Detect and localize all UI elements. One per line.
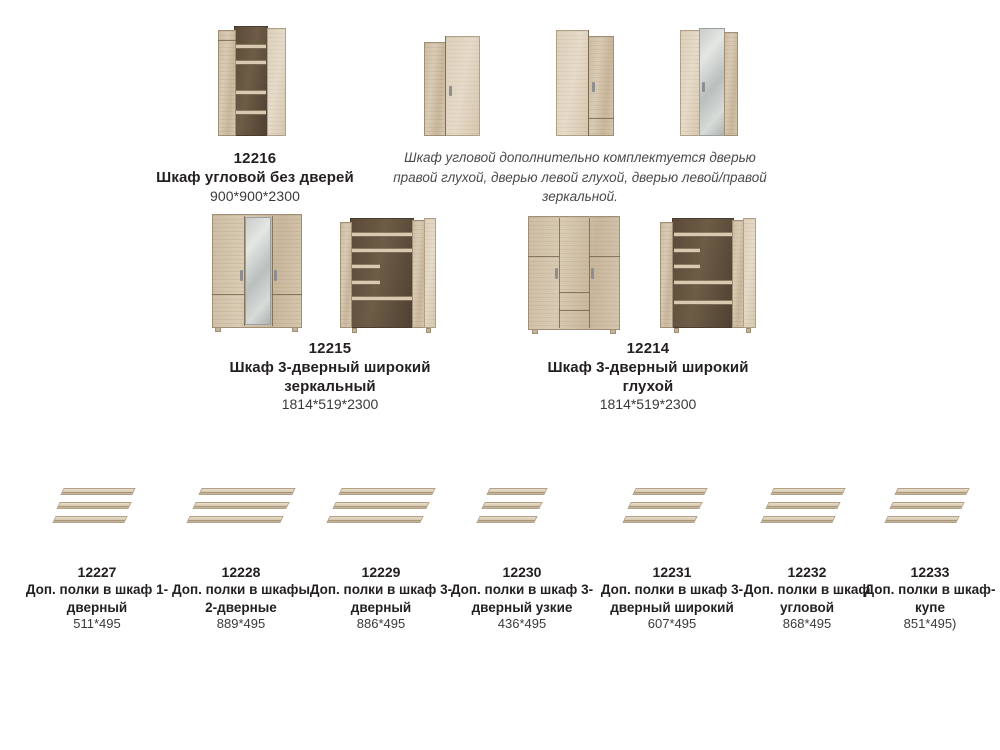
shelf-board (192, 502, 289, 509)
shelf-image-12232 (760, 488, 852, 528)
product-image-12216 (218, 26, 286, 136)
shelf-board (486, 488, 547, 495)
door-seam (244, 216, 245, 326)
wardrobe-open-door (340, 222, 352, 328)
wardrobe-interior (234, 26, 268, 136)
shelf-dims: 851*495) (903, 616, 957, 632)
drawer-seam (559, 310, 589, 311)
mirror-door (245, 217, 271, 325)
shelf-board (56, 502, 131, 509)
door-handle (240, 270, 243, 281)
wardrobe-side-panel (724, 32, 738, 136)
product-dims: 1814*519*2300 (281, 396, 379, 413)
door-handle (592, 82, 595, 92)
shelf-board (52, 516, 127, 523)
shelf-code: 12227 (77, 564, 117, 580)
interior-shelf (352, 296, 412, 301)
shelf-board (894, 488, 969, 495)
shelf-dims: 889*495 (216, 616, 266, 632)
door-handle (591, 268, 594, 279)
shelf-name: Доп. полки в шкаф 3-дверный (309, 582, 453, 615)
product-code: 12216 (233, 150, 277, 167)
product-image-corner-left-door (556, 30, 614, 136)
wardrobe-foot (215, 327, 221, 332)
wardrobe-foot (426, 328, 431, 333)
shelf-dims: 868*495 (782, 616, 832, 632)
door-seam (445, 36, 446, 136)
product-code: 12214 (626, 340, 670, 357)
caption-12231 (597, 563, 747, 633)
door-seam (588, 30, 589, 136)
interior-shelf (352, 248, 412, 253)
shelf-image-12228 (186, 488, 296, 528)
shelf-image-12233 (884, 488, 976, 528)
shelf-name: Доп. полки в шкаф 1-дверный (25, 582, 169, 615)
wardrobe-front-panel (556, 30, 589, 136)
interior-shelf (674, 264, 700, 269)
shelf-name: Доп. полки в шкаф угловой (743, 582, 871, 615)
shelf-code: 12233 (910, 564, 950, 580)
door-seam (212, 294, 244, 295)
shelf-dims: 886*495 (356, 616, 406, 632)
wardrobe-foot (610, 329, 616, 334)
door-seam (272, 216, 273, 326)
wardrobe-right-panel (267, 28, 286, 136)
shelf-code: 12228 (221, 564, 261, 580)
caption-12230 (449, 563, 595, 633)
product-image-12215-open (340, 218, 436, 334)
product-code: 12215 (308, 340, 352, 357)
shelf-board (481, 502, 542, 509)
shelf-name: Доп. полки в шкаф-купе (864, 582, 996, 615)
shelf-code: 12232 (787, 564, 827, 580)
shelf-dims: 436*495 (497, 616, 547, 632)
shelf-code: 12229 (361, 564, 401, 580)
caption-12228 (168, 563, 314, 633)
interior-shelf (236, 44, 266, 49)
shelf-board (884, 516, 959, 523)
wardrobe-foot (674, 328, 679, 333)
wardrobe-foot (292, 327, 298, 332)
door-handle (449, 86, 452, 96)
product-name: Шкаф 3-дверный широкий зеркальный (229, 358, 431, 395)
wardrobe-foot (352, 328, 357, 333)
drawer-seam (559, 292, 589, 293)
interior-shelf (674, 280, 732, 285)
shelf-name: Доп. полки в шкаф 3-дверный широкий (600, 582, 744, 615)
shelf-board (60, 488, 135, 495)
interior-shelf (674, 232, 732, 237)
door-handle (555, 268, 558, 279)
shelf-board (760, 516, 835, 523)
corner-wardrobe-note: Шкаф угловой дополнительно комплектуется дверью правой глухой, дверью левой глухой, дверью левой/правой зеркальной. (393, 150, 767, 205)
interior-shelf (352, 264, 380, 269)
product-image-12214-closed (528, 216, 620, 334)
shelf-board (765, 502, 840, 509)
product-image-12214-open (660, 218, 756, 334)
shelf-board (770, 488, 845, 495)
product-dims: 1814*519*2300 (599, 396, 697, 413)
door-handle (702, 82, 705, 92)
shelf-board (632, 488, 707, 495)
shelf-board (476, 516, 537, 523)
shelf-board (338, 488, 435, 495)
interior-shelf (236, 60, 266, 65)
door-seam (589, 218, 590, 328)
product-image-corner-right-door (424, 36, 480, 136)
door-seam (272, 294, 302, 295)
product-image-12215-closed (212, 214, 302, 332)
door-seam (589, 256, 620, 257)
wardrobe-front-panel (680, 30, 700, 136)
wardrobe-body (528, 216, 620, 330)
shelf-dims: 607*495 (647, 616, 697, 632)
caption-12227 (24, 563, 170, 633)
product-dims: 900*900*2300 (210, 187, 300, 204)
interior-shelf (236, 110, 266, 115)
shelf-name: Доп. полки в шкаф 3-дверный узкие (450, 582, 594, 615)
product-image-corner-mirror-door (680, 28, 738, 136)
product-name: Шкаф 3-дверный широкий глухой (547, 358, 749, 395)
interior-shelf (352, 280, 380, 285)
shelf-image-12230 (476, 488, 556, 528)
wardrobe-foot (746, 328, 751, 333)
shelf-code: 12230 (502, 564, 542, 580)
caption-12233 (862, 563, 998, 633)
door-seam (528, 256, 559, 257)
wardrobe-door-right-blind (424, 42, 446, 136)
caption-12214 (528, 340, 768, 414)
caption-12229 (308, 563, 454, 633)
wardrobe-side-panel (743, 218, 756, 328)
shelf-board (326, 516, 423, 523)
interior-shelf (236, 90, 266, 95)
shelf-code: 12231 (652, 564, 692, 580)
shelf-board (332, 502, 429, 509)
caption-12232 (737, 563, 877, 633)
interior-shelf (352, 232, 412, 237)
shelf-image-12227 (52, 488, 142, 528)
shelf-image-12229 (326, 488, 436, 528)
shelf-board (622, 516, 697, 523)
door-seam (588, 118, 614, 119)
shelf-board (186, 516, 283, 523)
product-name: Шкаф угловой без дверей 900*900*2300 (156, 168, 354, 204)
wardrobe-side-panel (424, 218, 436, 328)
caption-12216 (130, 150, 380, 206)
caption-12215 (210, 340, 450, 414)
shelf-board (198, 488, 295, 495)
shelf-name: Доп. полки в шкафы 2-дверные (171, 582, 311, 615)
interior-shelf (674, 300, 732, 305)
shelf-board (889, 502, 964, 509)
wardrobe-foot (532, 329, 538, 334)
door-handle (274, 270, 277, 281)
door-seam (559, 218, 560, 328)
shelf-board (627, 502, 702, 509)
shelf-dims: 511*495 (73, 616, 121, 632)
panel-seam (218, 40, 236, 41)
shelf-image-12231 (622, 488, 714, 528)
wardrobe-side-panel (218, 30, 236, 136)
wardrobe-open-door (660, 222, 673, 328)
interior-shelf (674, 248, 700, 253)
